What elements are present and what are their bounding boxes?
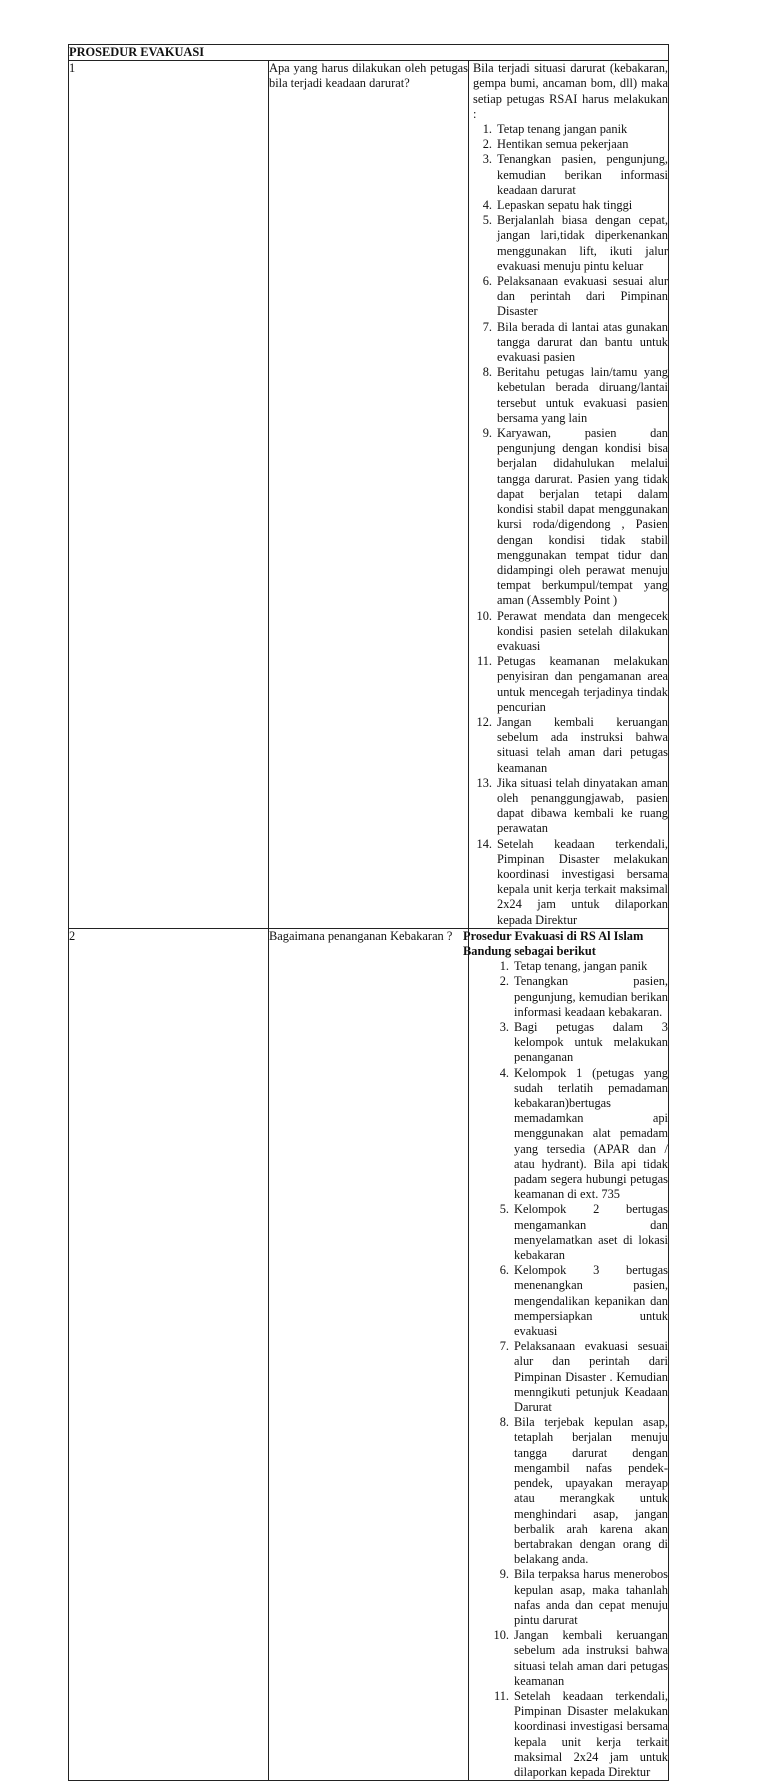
list-item-text: Bila berada di lantai atas gunakan tangga darurat dan bantu untuk evakuasi pasien: [497, 319, 668, 365]
list-item: [469, 274, 668, 320]
list-item: [479, 959, 668, 974]
list-item-text: Petugas keamanan melakukan penyisiran dan pengamanan area untuk mencegah terjadinya tindak pencurian: [497, 654, 668, 714]
list-item-text: Beritahu petugas lain/tamu yang kebetulan berada diruang/lantai tersebut untuk evakuasi pasien bersama yang lain: [497, 365, 668, 425]
list-item-number: 13.: [476, 775, 492, 790]
list-item-number: 6.: [499, 1263, 509, 1278]
list-item: [479, 1202, 668, 1263]
list-item: [469, 213, 668, 274]
list-item-number: 2.: [499, 974, 509, 989]
table-row: [69, 928, 669, 1780]
list-item-text: Pelaksanaan evakuasi sesuai alur dan perintah dari Pimpinan Disaster: [497, 274, 668, 319]
list-item-text: Tetap tenang, jangan panik: [514, 959, 648, 974]
table-row: [69, 61, 669, 929]
list-item-number: 3.: [482, 152, 492, 167]
list-item-text: Kelompok 2 bertugas mengamankan dan menyelamatkan aset di lokasi kebakaran: [514, 1202, 668, 1263]
list-item: [469, 715, 668, 776]
list-item: [469, 320, 668, 366]
list-item-number: 11.: [476, 654, 492, 669]
list-item: [469, 426, 668, 608]
list-item-number: 8.: [482, 365, 492, 380]
list-item: [469, 137, 668, 152]
list-item-number: 10.: [476, 608, 492, 623]
row-number: 2: [69, 928, 269, 1780]
list-item: [479, 1567, 668, 1628]
list-item: [479, 1066, 668, 1203]
list-item-text: Kelompok 1 (petugas yang sudah terlatih pemadaman kebakaran)bertugas memadamkan api menggunakan alat pemadam yang tersedia (APAR dan / atau hydrant). Bila api tidak padam segera hubungi petugas keamanan di ext. 735: [514, 1065, 668, 1202]
list-item-number: 5.: [499, 1202, 509, 1217]
list-item-text: Hentikan semua pekerjaan: [497, 137, 629, 152]
list-item-text: Kelompok 3 bertugas menenangkan pasien, mengendalikan kepanikan dan mempersiapkan untuk evakuasi: [514, 1263, 668, 1339]
list-item-number: 8.: [499, 1415, 509, 1430]
list-item: [469, 837, 668, 928]
list-item-number: 6.: [482, 274, 492, 289]
list-item-text: Bila terpaksa harus menerobos kepulan asap, maka tahanlah nafas anda dan cepat menuju pintu darurat: [514, 1567, 668, 1627]
list-item: [479, 1689, 668, 1780]
list-item: [479, 1339, 668, 1415]
list-item-number: 12.: [476, 714, 492, 729]
row-answer: [469, 61, 669, 929]
row-question: Bagaimana penanganan Kebakaran ?: [269, 928, 469, 1780]
list-item: [469, 122, 668, 137]
list-item-number: 14.: [476, 836, 492, 851]
list-item-number: 2.: [482, 137, 492, 152]
list-item-text: Perawat mendata dan mengecek kondisi pasien setelah dilakukan evakuasi: [497, 608, 668, 653]
list-item-number: 4.: [482, 198, 492, 213]
list-item-number: 9.: [499, 1567, 509, 1582]
list-item-text: Berjalanlah biasa dengan cepat, jangan lari,tidak diperkenankan menggunakan lift, ikuti jalur evakuasi menuju pintu keluar: [497, 213, 668, 273]
list-item-number: 11.: [493, 1688, 509, 1703]
list-item-text: Bila terjebak kepulan asap, tetaplah berjalan menuju tangga darurat dengan mengambil nafas pendek-pendek, upayakan merayap atau merangkak untuk menghindari asap, jangan berbalik arah karena akan bertabrakan dengan orang di belakang anda.: [514, 1415, 668, 1567]
list-item-text: Lepaskan sepatu hak tinggi: [497, 198, 633, 213]
list-item-text: Tetap tenang jangan panik: [497, 122, 628, 137]
answer-steps-list: [469, 122, 668, 928]
list-item: [469, 654, 668, 715]
list-item: [479, 974, 668, 1020]
list-item: [479, 1263, 668, 1339]
list-item-text: Jangan kembali keruangan sebelum ada instruksi bahwa situasi telah aman dari petugas keamanan: [514, 1628, 668, 1688]
list-item: [479, 1020, 668, 1066]
list-item-text: Jangan kembali keruangan sebelum ada instruksi bahwa situasi telah aman dari petugas keamanan: [497, 714, 668, 775]
list-item-number: 4.: [499, 1065, 509, 1080]
list-item-number: 7.: [482, 319, 492, 334]
list-item-text: Bagi petugas dalam 3 kelompok untuk melakukan penanganan: [514, 1020, 668, 1065]
list-item-text: Setelah keadaan terkendali, Pimpinan Disaster melakukan koordinasi investigasi bersama kepala unit kerja terkait maksimal 2x24 jam untuk dilaporkan kepada Direktur: [514, 1688, 668, 1779]
list-item-number: 7.: [499, 1339, 509, 1354]
list-item-number: 5.: [482, 213, 492, 228]
answer-heading: Prosedur Evakuasi di RS Al Islam Bandung sebagai berikut: [463, 928, 644, 958]
list-item: [469, 152, 668, 198]
list-item-number: 1.: [482, 122, 492, 137]
list-item: [469, 365, 668, 426]
list-item: [479, 1415, 668, 1567]
list-item-text: Tenangkan pasien, pengunjung, kemudian berikan informasi keadaan darurat: [497, 152, 668, 197]
list-item-text: Pelaksanaan evakuasi sesuai alur dan perintah dari Pimpinan Disaster . Kemudian menngikuti petunjuk Keadaan Darurat: [514, 1339, 668, 1415]
list-item-number: 9.: [482, 426, 492, 441]
list-item-text: Tenangkan pasien, pengunjung, kemudian berikan informasi keadaan kebakaran.: [514, 974, 668, 1019]
row-answer: [463, 928, 669, 1780]
evacuation-procedure-table: [68, 44, 669, 1781]
list-item: [479, 1628, 668, 1689]
list-item-text: Jika situasi telah dinyatakan aman oleh penanggungjawab, pasien dapat dibawa kembali ke ruang perawatan: [497, 775, 668, 836]
list-item: [469, 198, 668, 213]
row-question: Apa yang harus dilakukan oleh petugas bila terjadi keadaan darurat?: [269, 61, 469, 929]
answer-steps-list: [469, 959, 668, 1780]
list-item-text: Karyawan, pasien dan pengunjung dengan kondisi bisa berjalan didahulukan melalui tangga darurat. Pasien yang tidak dapat berjalan tetapi dalam kondisi stabil dapat menggunakan kursi roda/digendong , Pasien dengan kondisi tidak stabil menggunakan tempat tidur dan didampingi oleh perawat menuju tempat berkumpul/tempat yang aman (Assembly Point ): [497, 426, 668, 608]
list-item-number: 10.: [493, 1628, 509, 1643]
table-title: PROSEDUR EVAKUASI: [69, 45, 669, 61]
table-title-row: [69, 45, 669, 61]
answer-intro: Bila terjadi situasi darurat (kebakaran, gempa bumi, ancaman bom, dll) maka setiap petugas RSAI harus melakukan :: [473, 61, 668, 121]
list-item-number: 3.: [499, 1020, 509, 1034]
list-item: [469, 609, 668, 655]
list-item-number: 1.: [499, 959, 509, 974]
list-item-text: Setelah keadaan terkendali, Pimpinan Disaster melakukan koordinasi investigasi bersama kepala unit kerja terkait maksimal 2x24 jam untuk dilaporkan kepada Direktur: [497, 836, 668, 927]
list-item: [469, 776, 668, 837]
row-number: 1: [69, 61, 269, 929]
